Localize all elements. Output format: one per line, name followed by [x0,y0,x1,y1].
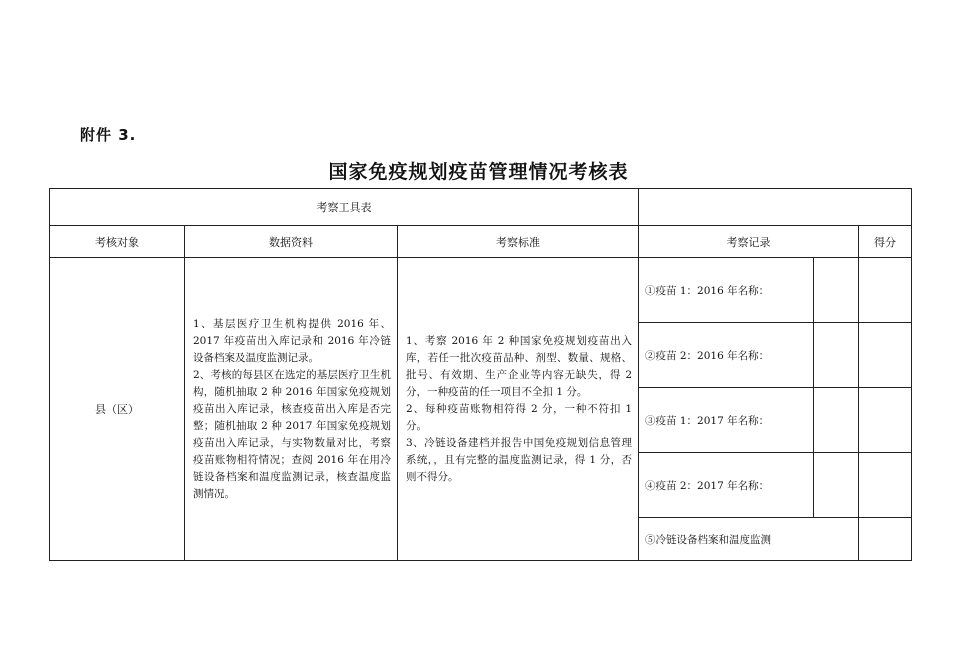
document-title: 国家免疫规划疫苗管理情况考核表 [328,161,629,183]
record-5: ⑤冷链设备档案和温度监测 [639,518,859,561]
record-1-blank [814,258,859,323]
record-1: ①疫苗 1：2016 年名称： [639,258,814,323]
header-standard: 考察标准 [398,226,639,258]
target-cell: 县（区） [50,258,185,561]
tool-row [50,189,912,226]
record-2: ②疫苗 2：2016 年名称： [639,323,814,388]
standard-paragraph-2: 2、每种疫苗账物相符得 2 分，一种不符扣 1 分。 [406,402,633,432]
standard-paragraph-1: 1、考察 2016 年 2 种国家免疫规划疫苗出入库，若任一批次疫苗品种、剂型、数量、规格、批号、有效期、生产企业等内容无缺失，得 2 分，一种疫苗的任一项目不全扣 1 分。 [406,334,633,398]
tool-label: 考察工具表 [50,189,639,226]
score-5 [859,518,912,561]
tool-empty-cell [639,189,912,226]
record-2-blank [814,323,859,388]
data-cell [185,258,398,561]
record-row-1 [50,258,912,323]
standard-paragraph-3: 3、冷链设备建档并报告中国免疫规划信息管理系统，，且有完整的温度监测记录，得 1 分，否则不得分。 [406,436,633,483]
record-3: ③疫苗 1：2017 年名称： [639,388,814,453]
score-2 [859,323,912,388]
header-target: 考核对象 [50,226,185,258]
standard-cell [398,258,639,561]
data-paragraph-1: 1、基层医疗卫生机构提供 2016 年、2017 年疫苗出入库记录和 2016 年冷链设备档案及温度监测记录。 [193,317,391,364]
record-3-blank [814,388,859,453]
header-score: 得分 [859,226,912,258]
score-1 [859,258,912,323]
header-row [50,226,912,258]
record-4: ④疫苗 2：2017 年名称： [639,453,814,518]
record-4-blank [814,453,859,518]
score-3 [859,388,912,453]
header-data: 数据资料 [185,226,398,258]
data-paragraph-2: 2、考核的每县区在选定的基层医疗卫生机构，随机抽取 2 种 2016 年国家免疫规划疫苗出入库记录，核查疫苗出入库是否完整；随机抽取 2 种 2017 年国家免疫规划疫苗出入库记录，与实物数量对比，考察疫苗账物相符情况；查阅 2016 年在用冷链设备档案和温度监测记录，核查温度监测情况。 [193,368,391,500]
assessment-table [49,188,912,561]
attachment-label: 附件 3. [80,126,137,144]
header-record: 考察记录 [639,226,859,258]
score-4 [859,453,912,518]
